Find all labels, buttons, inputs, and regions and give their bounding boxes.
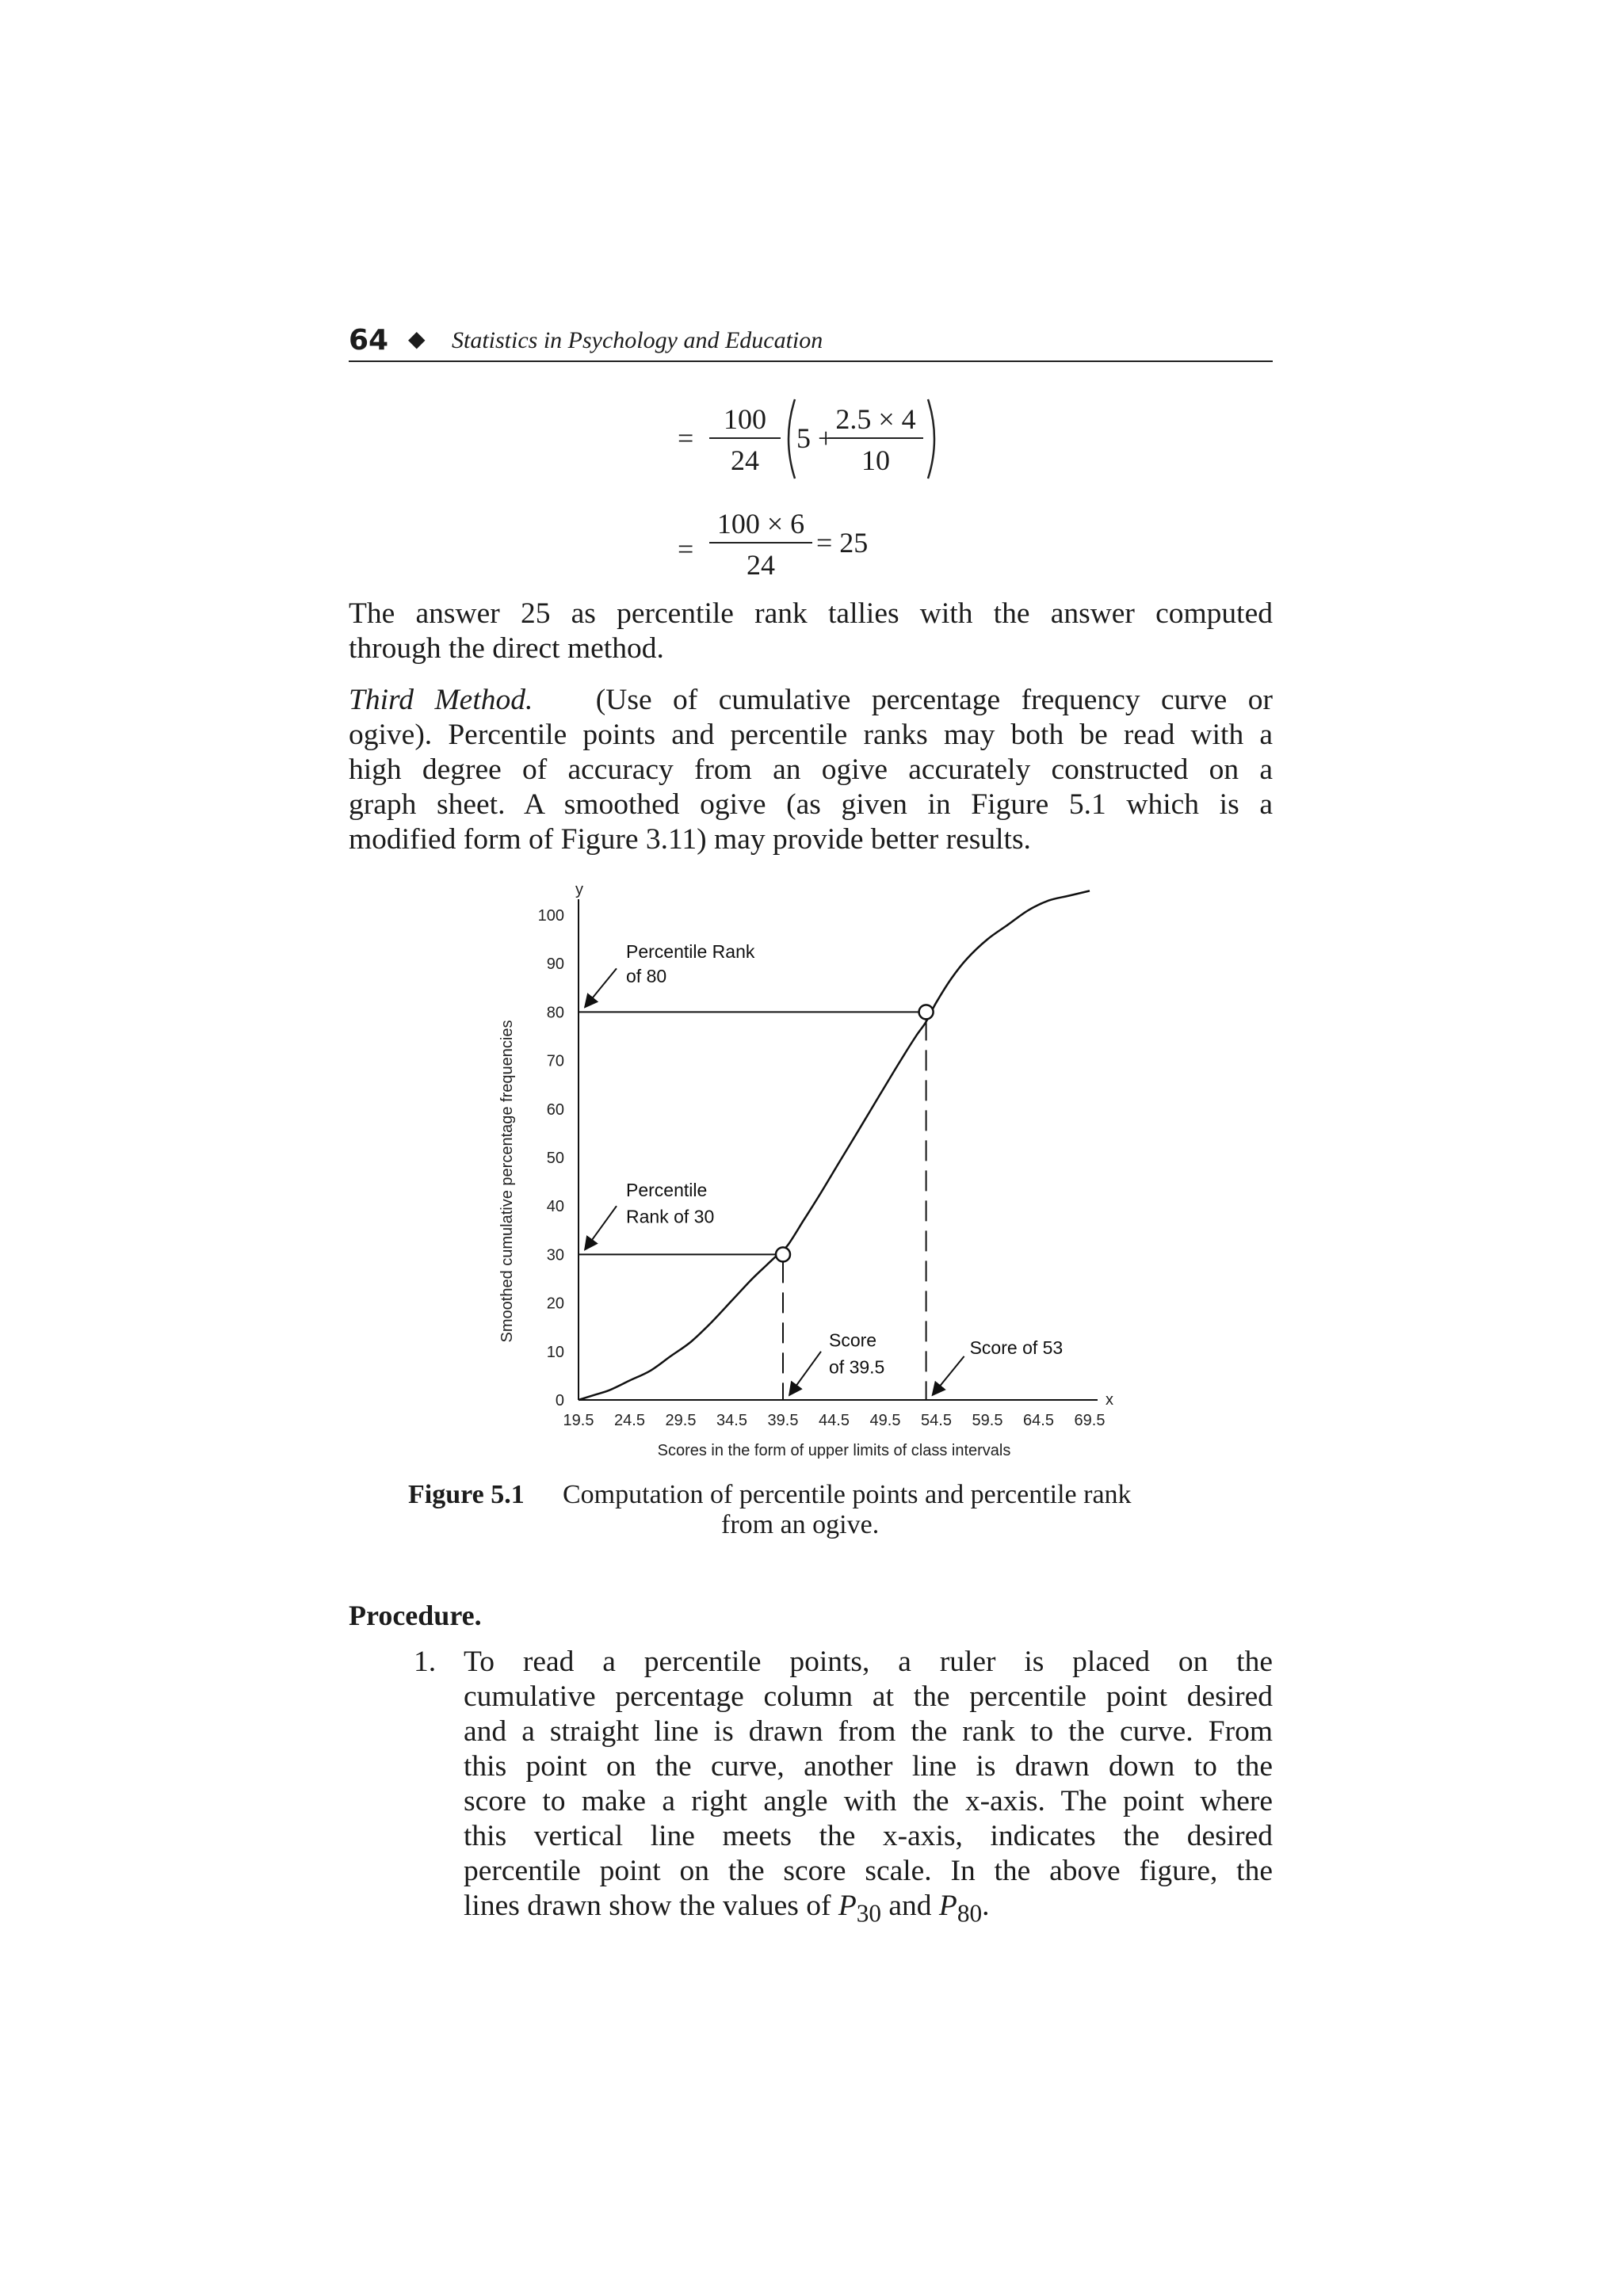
subscript-30: 30 — [856, 1899, 881, 1928]
ogive-chart — [475, 875, 1133, 1478]
y-tick-label: 0 — [555, 1392, 564, 1409]
y-tick-label: 30 — [546, 1246, 564, 1264]
text-fragment: and — [888, 1890, 932, 1922]
x-axis-title: Scores in the form of upper limits of class intervals — [657, 1442, 1011, 1459]
text-fragment: lines drawn show the values of — [464, 1890, 831, 1922]
point-marker-p80 — [919, 1005, 934, 1019]
text-fragment: (Use of cumulative percentage frequency curve or — [595, 684, 1274, 716]
y-axis-title: Smoothed cumulative percentage frequencies — [498, 1020, 516, 1343]
text-line: score to make a right angle with the x-axis. The point where — [464, 1785, 1273, 1817]
symbol-p30: P — [838, 1890, 857, 1922]
y-tick-label: 100 — [537, 907, 564, 925]
annotation-score395-line2: of 39.5 — [829, 1356, 885, 1378]
text-line: this point on the curve, another line is drawn down to the — [464, 1750, 1273, 1783]
fraction — [709, 507, 812, 582]
text-line: this vertical line meets the x-axis, indicates the desired — [464, 1820, 1273, 1852]
arrow-score395 — [789, 1352, 821, 1395]
text-line: percentile point on the score scale. In the above figure, the — [464, 1855, 1273, 1887]
paragraph-third-method — [349, 683, 1273, 857]
text-line: and a straight line is drawn from the rank to the curve. From — [464, 1715, 1273, 1748]
y-tick-label: 60 — [546, 1100, 564, 1119]
y-tick-label: 90 — [546, 955, 564, 974]
fraction — [709, 402, 781, 477]
point-markers — [776, 1005, 934, 1261]
annotation-pr30-line2: Rank of 30 — [626, 1206, 715, 1227]
point-marker-p30 — [776, 1247, 790, 1261]
list-number: 1. — [414, 1646, 437, 1678]
x-tick-label: 59.5 — [972, 1412, 1003, 1429]
text-line: graph sheet. A smoothed ogive (as given in Figure 5.1 which is a — [349, 788, 1273, 821]
italic-lead: Third Method. — [349, 684, 533, 716]
text-line: To read a percentile points, a ruler is placed on the — [464, 1646, 1273, 1678]
annotation-pr30-line1: Percentile — [626, 1179, 708, 1200]
left-paren — [779, 398, 798, 480]
arrow-pr30 — [585, 1206, 617, 1249]
y-tick-label: 70 — [546, 1052, 564, 1070]
text-fragment: . — [982, 1890, 990, 1922]
equals-sign: = — [678, 422, 694, 454]
text-line: modified form of Figure 3.11) may provide better results. — [349, 823, 1031, 856]
annotation-pr80-line1: Percentile Rank — [626, 941, 755, 963]
x-tick-label: 54.5 — [921, 1412, 952, 1429]
caption-text: from an ogive. — [721, 1510, 880, 1539]
equals-sign: = — [678, 533, 694, 565]
denominator: 24 — [731, 444, 759, 476]
y-tick-label: 20 — [546, 1295, 564, 1313]
annotations — [585, 941, 1063, 1395]
right-paren — [925, 398, 944, 480]
running-title: Statistics in Psychology and Education — [452, 327, 823, 353]
denominator: 10 — [861, 444, 890, 476]
x-tick-label: 24.5 — [614, 1412, 645, 1429]
text-line: The answer 25 as percentile rank tallies with the answer computed — [349, 597, 1273, 630]
x-tick-label: 44.5 — [819, 1412, 850, 1429]
text-line: through the direct method. — [349, 632, 664, 665]
x-tick-label: 34.5 — [716, 1412, 747, 1429]
text-line: high degree of accuracy from an ogive accurately constructed on a — [349, 753, 1273, 786]
x-tick-label: 19.5 — [563, 1412, 594, 1429]
y-tick-label: 80 — [546, 1004, 564, 1022]
subscript-80: 80 — [957, 1899, 983, 1928]
text-line: ogive). Percentile points and percentile ranks may both be read with a — [349, 719, 1273, 751]
y-axis-letter: y — [575, 881, 583, 898]
result: = 25 — [816, 527, 869, 559]
numerator: 2.5 × 4 — [828, 402, 923, 439]
symbol-p80: P — [938, 1890, 957, 1922]
tick-labels — [498, 907, 1105, 1459]
figure-label: Figure 5.1 — [408, 1480, 525, 1509]
denominator: 24 — [747, 549, 775, 581]
x-tick-label: 69.5 — [1074, 1412, 1106, 1429]
numerator: 100 — [709, 402, 781, 439]
paragraph-answer — [349, 597, 1273, 666]
caption-text: Computation of percentile points and percentile rank — [563, 1480, 1132, 1509]
arrow-score53 — [933, 1356, 964, 1395]
text-line: cumulative percentage column at the percentile point desired — [464, 1680, 1273, 1713]
page-number: 64 — [349, 324, 389, 357]
y-tick-label: 50 — [546, 1150, 564, 1167]
x-tick-label: 39.5 — [767, 1412, 799, 1429]
x-tick-label: 49.5 — [869, 1412, 901, 1429]
inner-term: 5 + — [796, 422, 834, 454]
y-tick-label: 10 — [546, 1343, 564, 1361]
x-tick-label: 29.5 — [665, 1412, 697, 1429]
fraction — [828, 402, 923, 477]
x-tick-label: 64.5 — [1023, 1412, 1054, 1429]
arrow-pr80 — [585, 968, 617, 1007]
procedure-heading: Procedure. — [349, 1600, 482, 1631]
procedure-item — [464, 1645, 1273, 1932]
annotation-score395-line1: Score — [829, 1329, 877, 1351]
annotation-score53: Score of 53 — [969, 1337, 1064, 1358]
text-line — [349, 683, 1273, 718]
y-tick-label: 40 — [546, 1198, 564, 1216]
annotation-pr80-line2: of 80 — [626, 966, 667, 987]
diamond-icon: ◆ — [408, 326, 426, 352]
numerator: 100 × 6 — [709, 507, 812, 543]
page-header — [349, 321, 1273, 362]
text-line — [464, 1889, 1273, 1932]
x-axis-letter: x — [1106, 1391, 1113, 1409]
